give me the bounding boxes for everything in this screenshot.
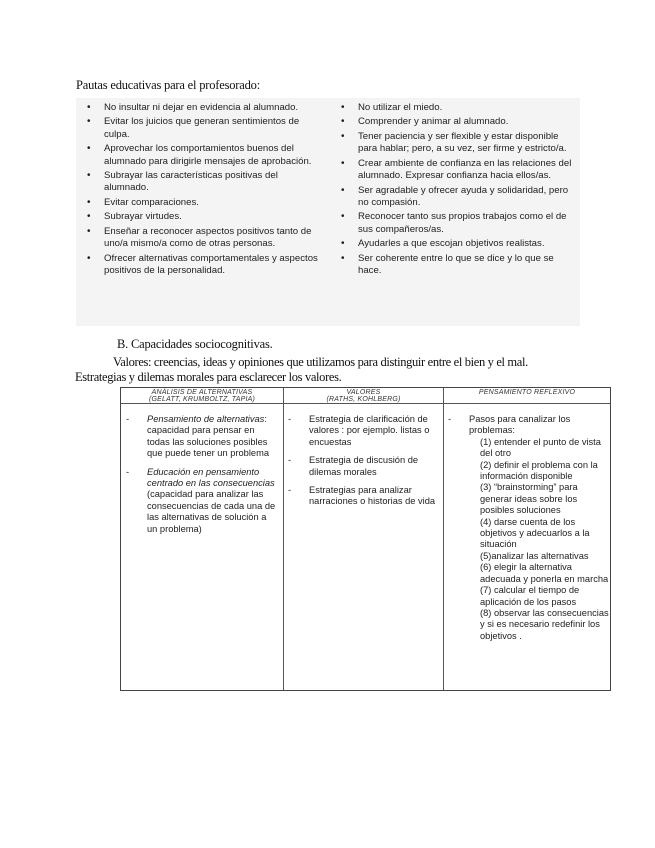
list-item: • Evitar los juicios que generan sentimientos de culpa. — [84, 116, 320, 141]
valores-paragraph: Valores: creencias, ideas y opiniones que utilizamos para distinguir entre el bien y el mal. — [113, 355, 528, 369]
list-item: • No insultar ni dejar en evidencia al alumnado. — [84, 102, 320, 114]
list-item: • Subrayar virtudes. — [84, 211, 320, 223]
list-item: • Comprender y animar al alumnado. — [338, 116, 574, 128]
list-item: • Crear ambiente de confianza en las relaciones del alumnado. Expresar confianza hacia ellos/as. — [338, 158, 574, 183]
step-item: (5)analizar las alternativas — [480, 550, 589, 561]
list-item: • No utilizar el miedo. — [338, 102, 574, 114]
list-item: • Aprovechar los comportamientos buenos del alumnado para dirigirle mensajes de aprobación. — [84, 143, 320, 168]
section-title: Pautas educativas para el profesorado: — [76, 78, 260, 92]
step-item: (4) darse cuenta de los objetivos y adecuarlos a la situación — [480, 516, 590, 550]
list-item: • Reconocer tanto sus propios trabajos como el de sus compañeros/as. — [338, 211, 574, 236]
pautas-image — [76, 98, 580, 326]
step-item: (3) “brainstorming” para generar ideas sobre los posibles soluciones — [480, 482, 578, 516]
list-item: • Tener paciencia y ser flexible y estar disponible para hablar; pero, a su vez, ser firme y estricto/a. — [338, 131, 574, 156]
list-item: • Subrayar las características positivas del alumnado. — [84, 170, 320, 195]
table-header-pensamiento: PENSAMIENTO REFLEXIVO — [478, 389, 576, 396]
list-item: • Ayudarles a que escojan objetivos realistas. — [338, 238, 574, 250]
list-item: - Educación en pensamiento centrado en las consecuencias (capacidad para analizar las consecuencias de cada una de las alternativas de solución a un problema) — [123, 467, 279, 535]
list-item: - Estrategias para analizar narraciones o historias de vida — [285, 485, 437, 508]
list-item: - Pasos para canalizar los problemas: (1) entender el punto de vista del otro (2) definir el problema con la información disponible (3) “brainstorming” para generar ideas sobre los posibles soluciones (4) darse cuenta de los objetivos y adecuarlos a la situación (5)analizar las alternativas (6) elegir la alternativa adecuada y ponerla en marcha (7) calcular el tiempo de aplicación de los pasos (8) observar las consecuencias y si es necesario redefinir los objetivos . — [445, 414, 609, 642]
list-item: - Pensamiento de alternativas: capacidad para pensar en todas las soluciones posibles que puede tener un problema — [123, 414, 279, 460]
estrategias-paragraph: Estrategias y dilemas morales para esclarecer los valores. — [75, 370, 342, 384]
column-divider — [283, 388, 284, 690]
list-item: • Ser coherente entre lo que se dice y lo que se hace. — [338, 253, 574, 278]
column-divider — [443, 388, 444, 690]
step-item: (7) calcular el tiempo de aplicación de los pasos — [480, 585, 580, 607]
table-header-alternativas: ANÁLISIS DE ALTERNATIVAS (GELATT, KRUMBOLTZ, TAPIA) — [148, 389, 256, 403]
strategies-table — [120, 387, 611, 691]
list-item: • Evitar comparaciones. — [84, 197, 320, 209]
list-item: - Estrategia de clarificación de valores : por ejemplo. listas o encuestas — [285, 414, 437, 448]
pautas-right-column — [338, 102, 574, 279]
step-item: (2) definir el problema con la información disponible — [480, 459, 598, 482]
table-cell-alternativas — [123, 414, 279, 542]
list-item: - Estrategia de discusión de dilemas morales — [285, 455, 437, 478]
subsection-title: B. Capacidades sociocognitivas. — [117, 337, 273, 351]
step-item: (6) elegir la alternativa adecuada y ponerla en marcha — [480, 562, 609, 584]
pautas-left-column — [84, 102, 320, 279]
list-item: • Ser agradable y ofrecer ayuda y solidaridad, pero no compasión. — [338, 185, 574, 210]
list-item: • Ofrecer alternativas comportamentales y aspectos positivos de la personalidad. — [84, 253, 320, 278]
step-item: (8) observar las consecuencias y si es necesario redefinir los objetivos . — [480, 607, 609, 641]
step-item: (1) entender el punto de vista del otro — [480, 436, 601, 459]
header-divider — [121, 403, 610, 404]
table-cell-valores — [285, 414, 437, 515]
table-cell-pensamiento — [445, 414, 609, 649]
list-item: • Enseñar a reconocer aspectos positivos tanto de uno/a mismo/a como de otras personas. — [84, 226, 320, 251]
table-header-valores: VALORES (RATHS, KOHLBERG) — [326, 389, 401, 403]
